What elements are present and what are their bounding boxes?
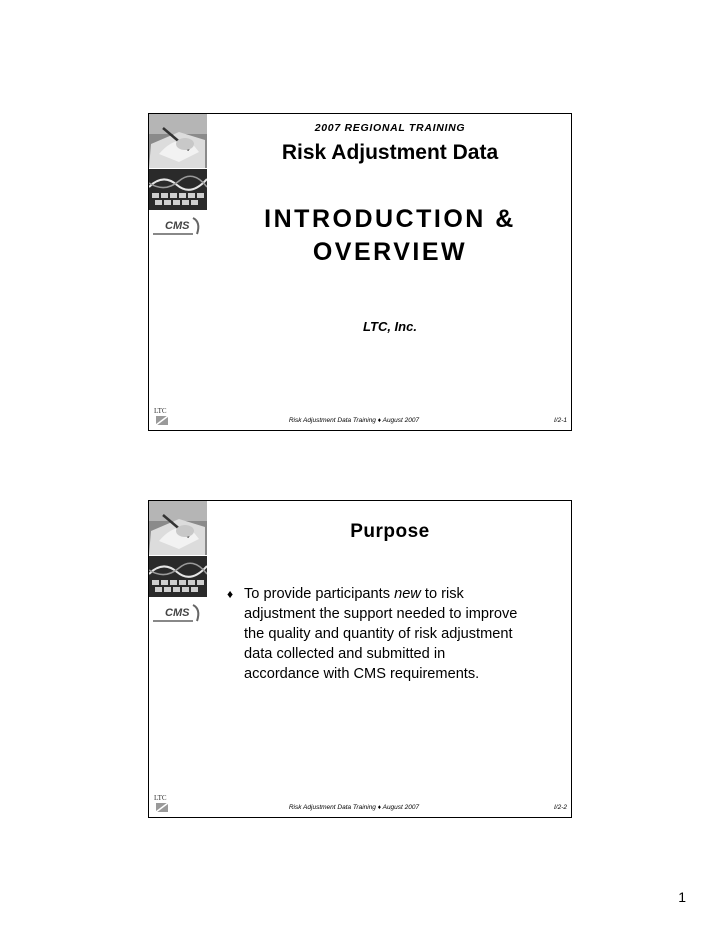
keyboard-photo [149,556,207,597]
keyboard-photo [149,169,207,210]
bullet-list [227,584,563,684]
writing-hand-photo [149,501,207,555]
slide-title: Purpose [350,521,430,542]
bullet-line: data collected and submitted in [244,646,446,662]
bullet-line: adjustment the support needed to improve [244,606,518,622]
bullet-line: To provide participants new to risk [244,586,464,602]
page-number: 1 [678,889,686,905]
ltc-logo [154,406,170,426]
ltc-logo [154,793,170,813]
svg-text:LTC: LTC [154,407,167,415]
slide-2 [148,500,572,818]
bullet-item [227,584,563,684]
section-heading [209,203,571,269]
slide-number: I/2-1 [553,417,567,424]
heading-line: INTRODUCTION & [264,205,516,233]
slide-footer: Risk Adjustment Data Training ♦ August 2007 [288,804,420,811]
writing-hand-photo [149,114,207,168]
bullet-line: accordance with CMS requirements. [244,666,480,682]
slide-1 [148,113,572,431]
training-kicker: 2007 REGIONAL TRAINING [314,122,466,134]
organization-name: LTC, Inc. [363,319,417,334]
slide-title: Risk Adjustment Data [281,141,499,164]
svg-text:CMS: CMS [165,220,190,232]
emphasis-text: new [394,586,421,602]
diamond-bullet-icon: ♦ [227,587,234,601]
slide-number: I/2-2 [553,804,567,811]
heading-line: OVERVIEW [312,238,468,266]
cms-logo [149,212,207,242]
cms-logo [149,599,207,629]
svg-text:CMS: CMS [165,607,190,619]
slide-footer: Risk Adjustment Data Training ♦ August 2007 [288,417,420,424]
bullet-line: the quality and quantity of risk adjustment [244,626,513,642]
svg-text:LTC: LTC [154,794,167,802]
